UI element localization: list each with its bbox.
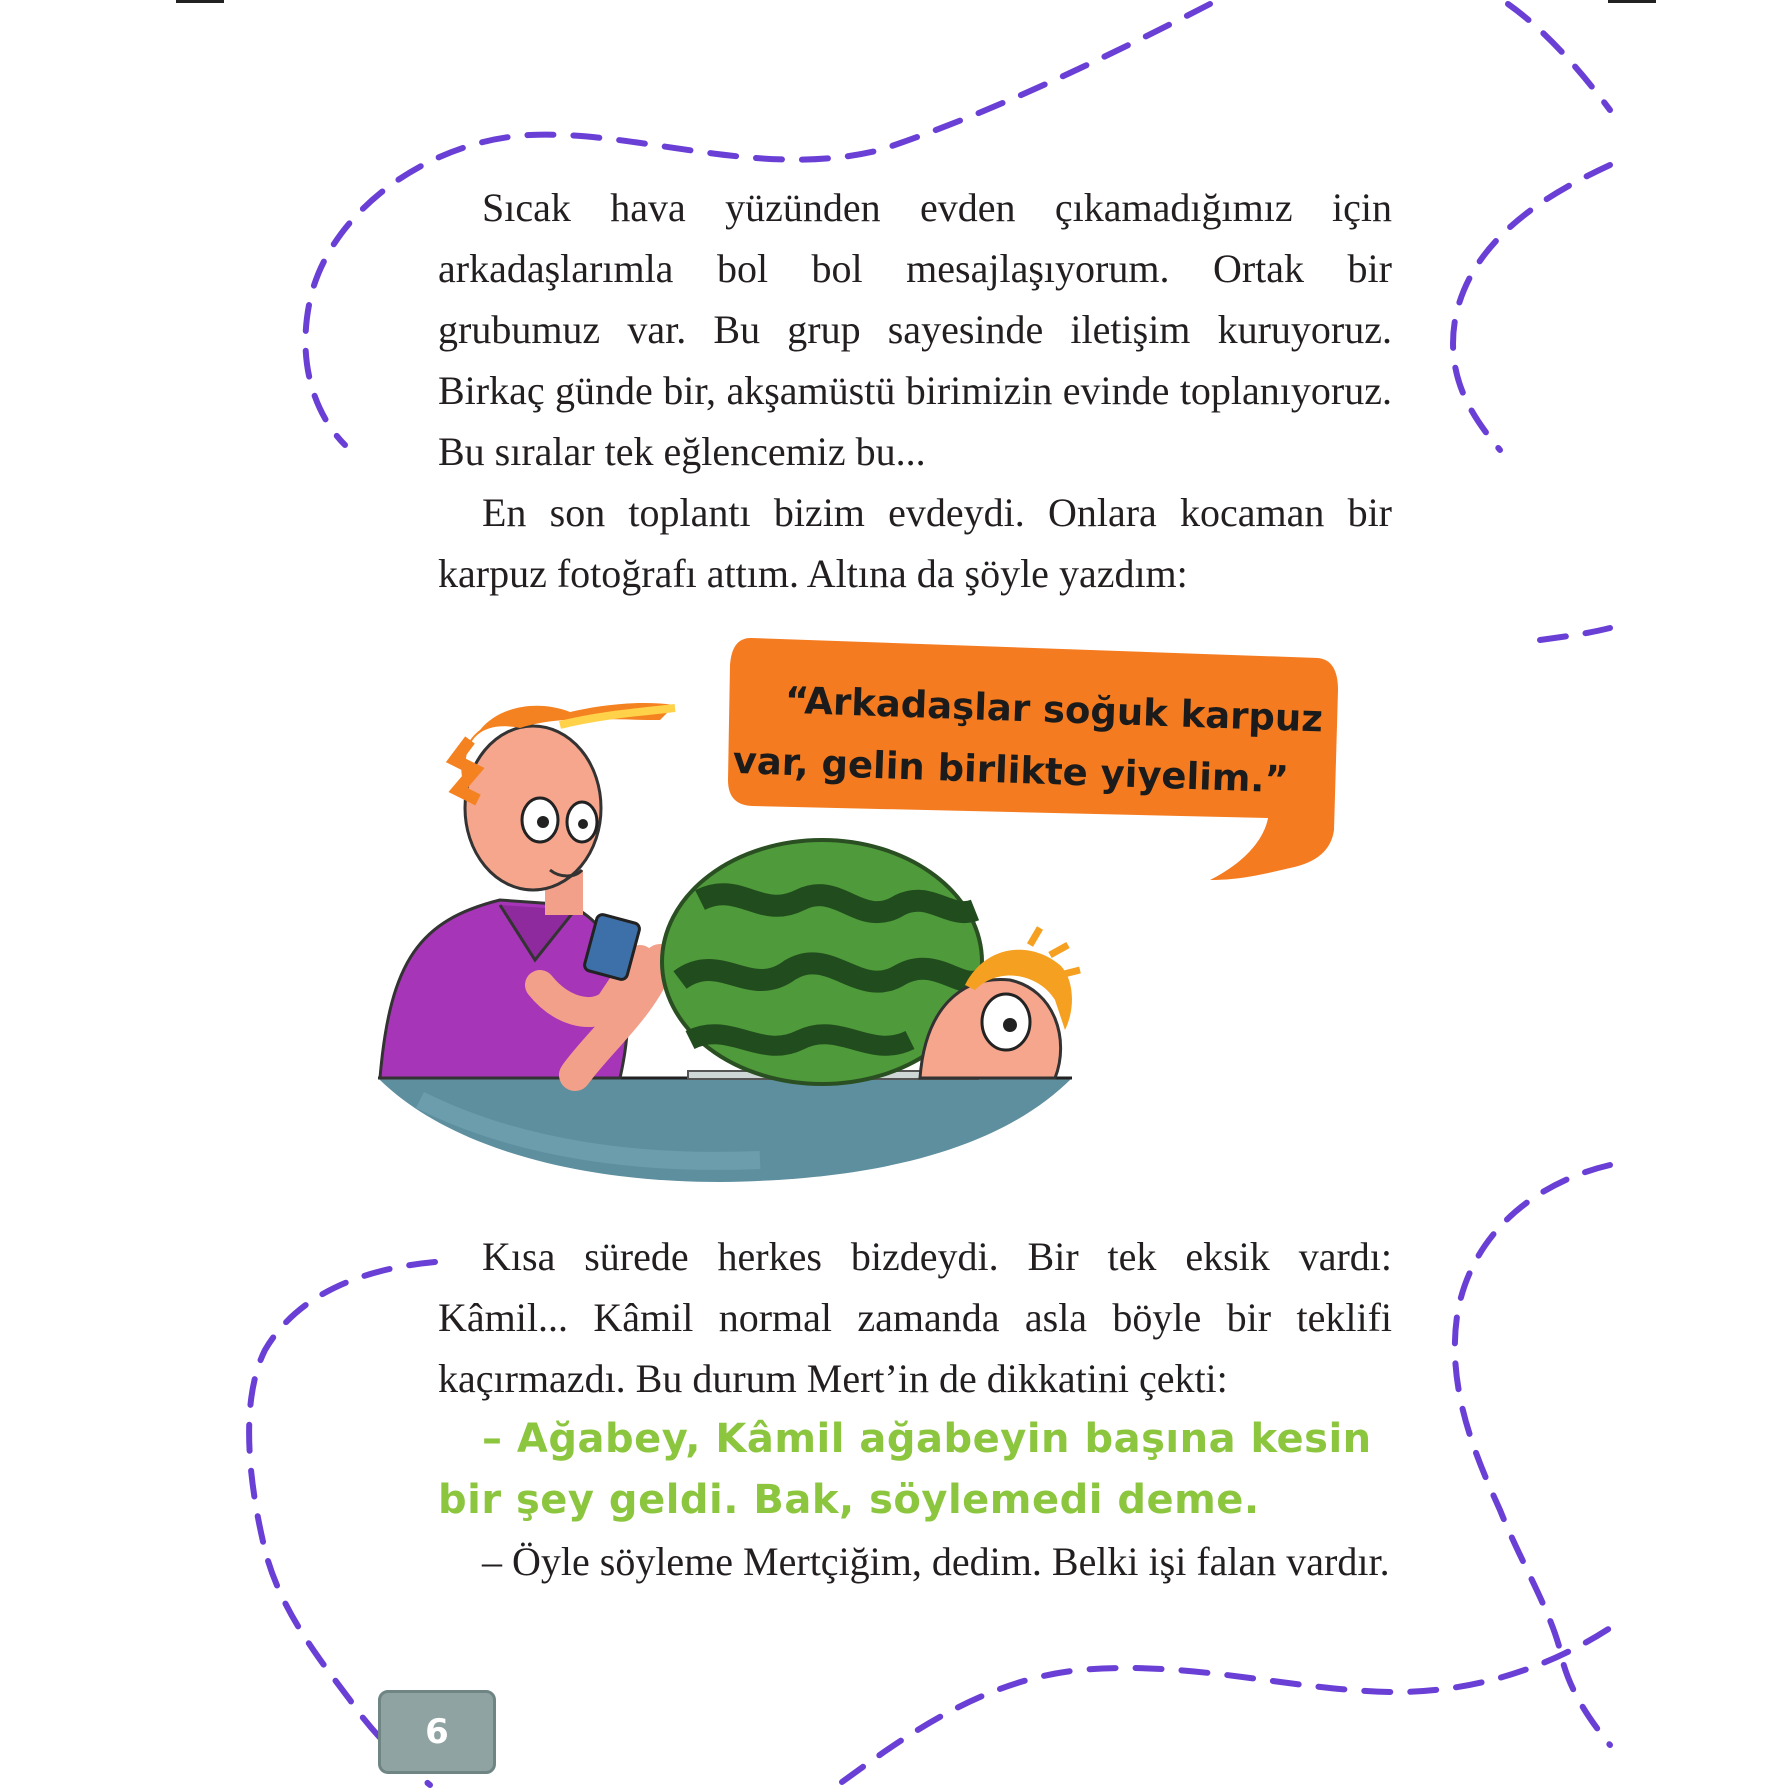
speech-bubble-text: “Arkadaşlar soğuk karpuz var, gelin birlikte yiyelim.” [732, 678, 1324, 802]
dialogue-reply: – Öyle söyleme Mertçiğim, dedim. Belki işi falan vardır. [482, 1539, 1390, 1584]
paragraph-3: Kısa sürede herkes bizdeydi. Bir tek eksik vardı: Kâmil... Kâmil normal zamanda asla böyle bir teklifi kaçırmazdı. Bu durum Mert’in de dikkatini çekti: [438, 1234, 1392, 1401]
paragraph-2: En son toplantı bizim evdeydi. Onlara kocaman bir karpuz fotoğrafı attım. Altına da şöyle yazdım: [438, 490, 1392, 596]
paragraph-1: Sıcak hava yüzünden evden çıkamadığımız için arkadaşlarımla bol bol mesajlaşıyorum. Ortak bir grubumuz var. Bu grup sayesinde iletişim kuruyoruz. Birkaç günde bir, akşamüstü birimizin evinde toplanıyoruz. Bu sıralar tek eğlencemiz bu... [438, 185, 1392, 474]
page-number: 6 [378, 1690, 496, 1774]
table-icon [378, 1071, 1072, 1182]
boy-with-phone-icon [380, 703, 675, 1078]
dialogue-mert: – Ağabey, Kâmil ağabeyin başına kesin bir şey geldi. Bak, söylemedi deme. [438, 1416, 1372, 1523]
